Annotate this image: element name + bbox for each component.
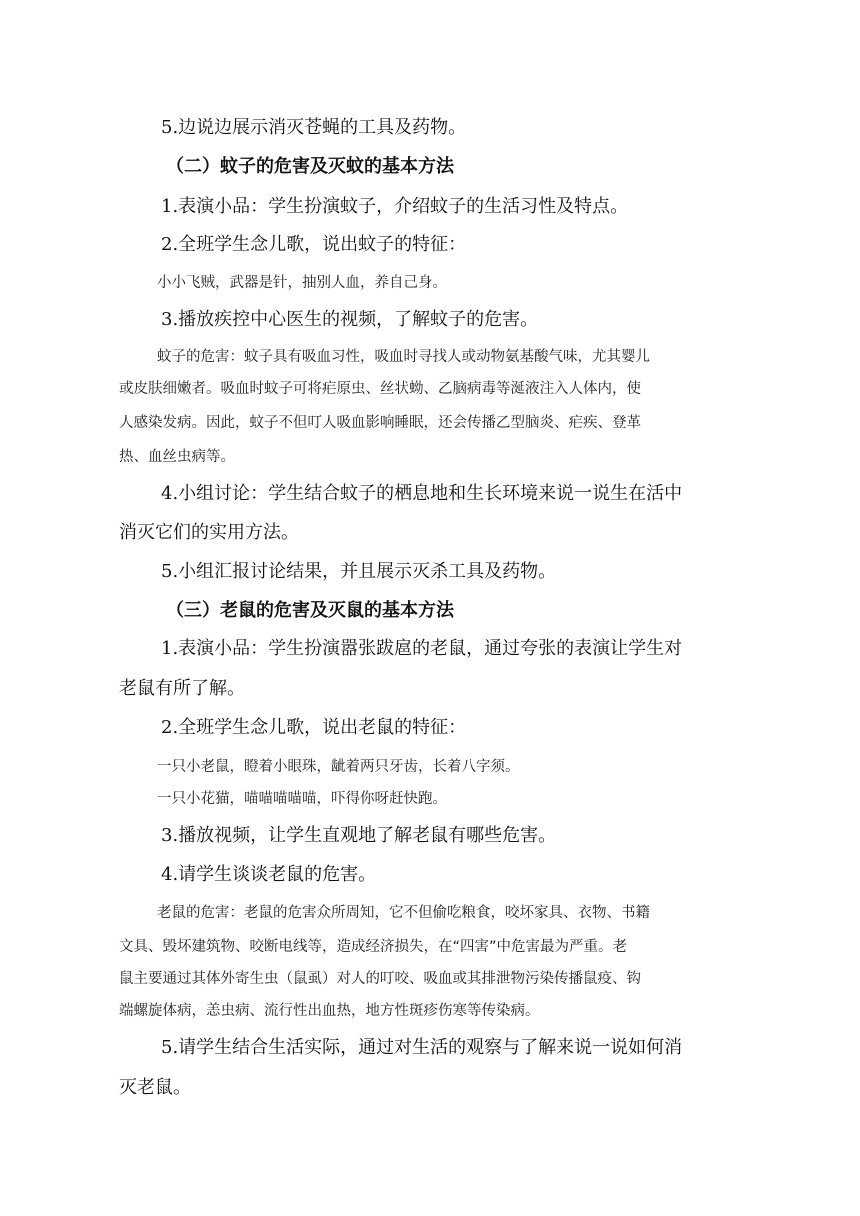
section-heading-rat: （三）老鼠的危害及灭鼠的基本方法 xyxy=(166,600,454,621)
rat-harm-paragraph-line-2: 文具、毁坏建筑物、咬断电线等，造成经济损失，在“四害”中危害最为严重。老 xyxy=(119,939,628,955)
mosquito-step-2: 2.全班学生念儿歌，说出蚊子的特征： xyxy=(161,234,467,255)
rat-step-5-line-2: 灭老鼠。 xyxy=(119,1077,191,1098)
rat-harm-paragraph-line-4: 端螺旋体病，恙虫病、流行性出血热，地方性斑疹伤寒等传染病。 xyxy=(119,1003,540,1019)
rat-step-4: 4.请学生谈谈老鼠的危害。 xyxy=(161,864,377,885)
rat-step-5-line-1: 5.请学生结合生活实际，通过对生活的观察与了解来说一说如何消 xyxy=(161,1037,683,1058)
rat-rhyme-line-1: 一只小老鼠，瞪着小眼珠，龇着两只牙齿，长着八字须。 xyxy=(157,759,520,775)
rat-rhyme-line-2: 一只小花猫，喵喵喵喵喵，吓得你呀赶快跑。 xyxy=(157,791,447,807)
rat-step-1-line-2: 老鼠有所了解。 xyxy=(119,678,245,699)
mosquito-harm-paragraph-line-1: 蚊子的危害：蚊子具有吸血习性，吸血时寻找人或动物氨基酸气味，尤其婴儿 xyxy=(157,349,650,365)
mosquito-step-5: 5.小组汇报讨论结果，并且展示灭杀工具及药物。 xyxy=(161,561,557,582)
mosquito-step-4-line-1: 4.小组讨论：学生结合蚊子的栖息地和生长环境来说一说生在活中 xyxy=(161,483,683,504)
mosquito-step-3: 3.播放疾控中心医生的视频，了解蚊子的危害。 xyxy=(161,309,539,330)
mosquito-step-1: 1.表演小品：学生扮演蚊子，介绍蚊子的生活习性及特点。 xyxy=(161,196,629,217)
rat-step-2: 2.全班学生念儿歌，说出老鼠的特征： xyxy=(161,717,467,738)
mosquito-step-4-line-2: 消灭它们的实用方法。 xyxy=(119,522,299,543)
mosquito-rhyme: 小小飞贼，武器是针，抽别人血，养自己身。 xyxy=(157,275,447,291)
rat-harm-paragraph-line-1: 老鼠的危害：老鼠的危害众所周知，它不但偷吃粮食，咬坏家具、衣物、书籍 xyxy=(157,905,650,921)
mosquito-harm-paragraph-line-4: 热、血丝虫病等。 xyxy=(119,449,235,465)
rat-step-3: 3.播放视频，让学生直观地了解老鼠有哪些危害。 xyxy=(161,825,557,846)
mosquito-harm-paragraph-line-3: 人感染发病。因此，蚊子不但叮人吸血影响睡眠，还会传播乙型脑炎、疟疾、登革 xyxy=(119,415,641,431)
mosquito-harm-paragraph-line-2: 或皮肤细嫩者。吸血时蚊子可将疟原虫、丝状蚴、乙脑病毒等涎液注入人体内，使 xyxy=(119,381,641,397)
rat-step-1-line-1: 1.表演小品：学生扮演嚣张跋扈的老鼠，通过夸张的表演让学生对 xyxy=(161,638,683,659)
rat-harm-paragraph-line-3: 鼠主要通过其体外寄生虫（鼠虱）对人的叮咬、吸血或其排泄物污染传播鼠疫、钩 xyxy=(119,971,641,987)
section-heading-mosquito: （二）蚊子的危害及灭蚊的基本方法 xyxy=(166,156,454,177)
step-5-flies: 5.边说边展示消灭苍蝇的工具及药物。 xyxy=(161,117,467,138)
